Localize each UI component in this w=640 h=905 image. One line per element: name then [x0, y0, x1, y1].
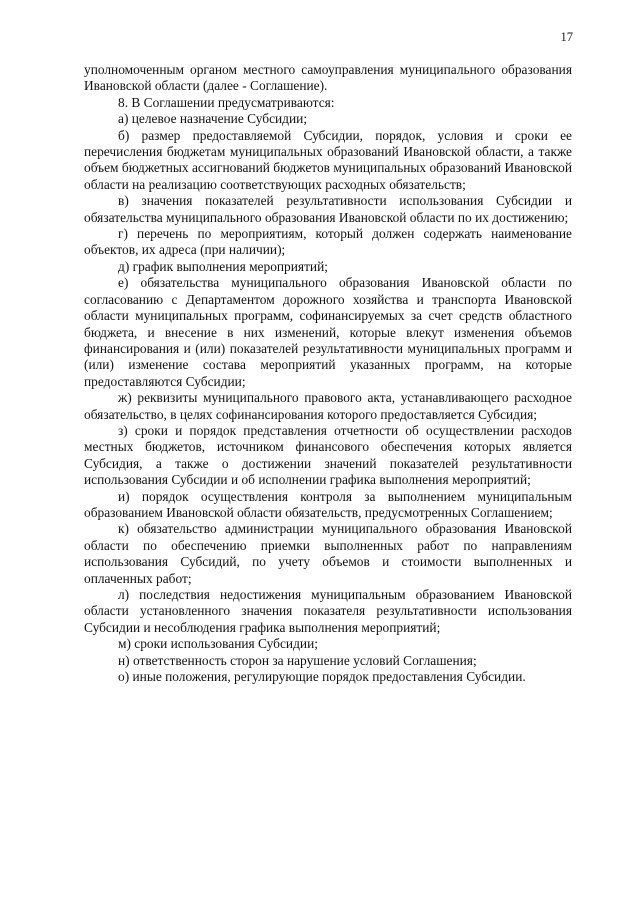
list-item-a: а) целевое назначение Субсидии;	[118, 111, 308, 127]
list-item-b: б) размер предоставляемой Субсидии, порядок, условия и сроки ее перечисления бюджетам муниципальных образований Ивановской области, а также объем бюджетных ассигнований бюджетов муниципальных образований Ивановской области на реализацию соответствующих расходных обязательств;	[84, 127, 572, 192]
list-item-o: о) иные положения, регулирующие порядок предоставления Субсидии.	[118, 669, 526, 685]
list-item-n: н) ответственность сторон за нарушение условий Соглашения;	[118, 652, 477, 668]
list-item-l: л) последствия недостижения муниципальным образованием Ивановской области установленного значения показателя результативности использования Субсидии и несоблюдения графика выполнения мероприятий;	[84, 587, 572, 635]
document-body	[84, 62, 572, 685]
section-8-heading: 8. В Соглашении предусматриваются:	[118, 94, 335, 110]
list-item-k: к) обязательство администрации муниципального образования Ивановской области по обеспечению приемки выполненных работ по направлениям использования Субсидий, по учету объемов и стоимости выполненных и оплаченных работ;	[84, 521, 572, 586]
list-item-m: м) сроки использования Субсидии;	[118, 636, 318, 652]
list-item-d: д) график выполнения мероприятий;	[118, 258, 328, 274]
list-item-g: г) перечень по мероприятиям, который должен содержать наименование объектов, их адреса (при наличии);	[84, 226, 572, 258]
list-item-e: е) обязательства муниципального образования Ивановской области по согласованию с Департаментом дорожного хозяйства и транспорта Ивановской области муниципальных программ, софинансируемых за счет средств областного бюджета, и внесение в них изменений, которые влекут изменения объемов финансирования и (или) показателей результативности муниципальных программ и (или) изменение состава мероприятий указанных программ, на которые предоставляются Субсидии;	[84, 275, 572, 389]
list-item-z: з) сроки и порядок представления отчетности об осуществлении расходов местных бюджетов, источником финансового обеспечения которых является Субсидия, а также о достижении значений показателей результативности использования Субсидии и об исполнении графика выполнения мероприятий;	[84, 422, 572, 488]
list-item-i: и) порядок осуществления контроля за выполнением муниципальным образованием Ивановской области обязательств, предусмотренных Соглашением;	[84, 488, 572, 520]
paragraph-continuation: уполномоченным органом местного самоуправления муниципального образования Ивановской области (далее - Соглашение).	[84, 62, 572, 94]
list-item-zh: ж) реквизиты муниципального правового акта, устанавливающего расходное обязательство, в целях софинансирования которого предоставляется Субсидия;	[84, 390, 572, 422]
page-number: 17	[560, 30, 573, 44]
list-item-v: в) значения показателей результативности использования Субсидии и обязательства муниципального образования Ивановской области по их достижению;	[84, 193, 572, 225]
